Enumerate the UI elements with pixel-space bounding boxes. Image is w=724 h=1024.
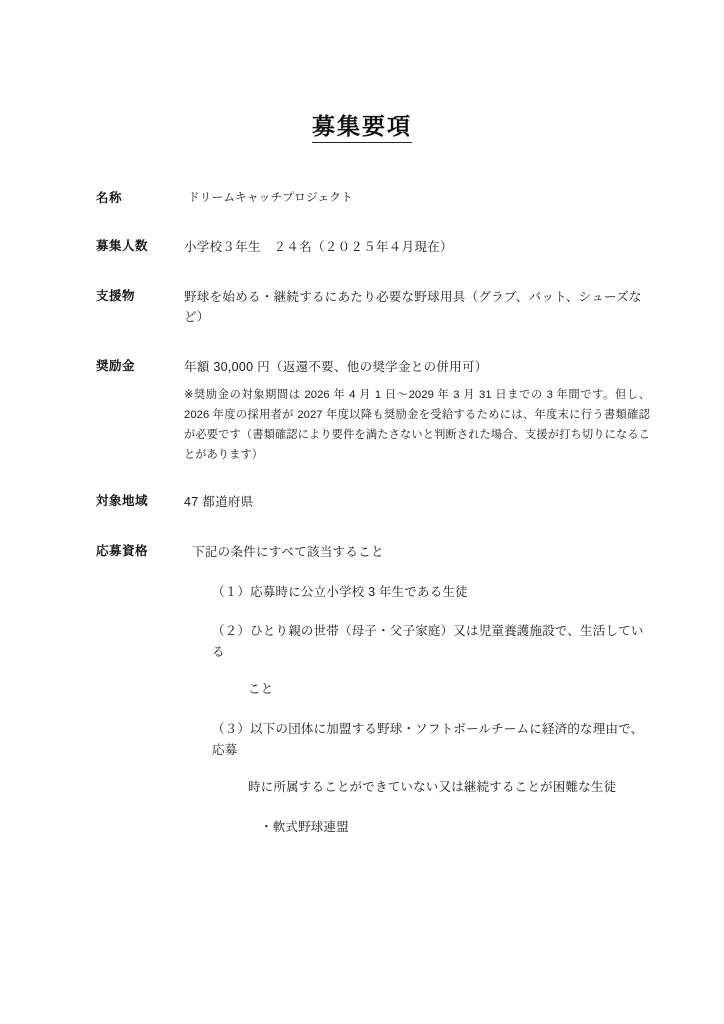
field-value-count: 小学校３年生 ２４名（２０２５年４月現在） — [184, 239, 453, 254]
list-item — [186, 621, 650, 700]
qualification-intro: 下記の条件にすべて該当すること — [192, 544, 384, 559]
field-row-count — [96, 237, 650, 257]
qualification-bullet: ・軟式野球連盟 — [260, 819, 349, 834]
field-value-region-wrap — [184, 492, 650, 512]
qualification-item-2-continuation: こと — [248, 682, 274, 697]
field-value-region: 47 都道府県 — [184, 494, 254, 509]
field-label-name: 名称 — [96, 191, 123, 205]
document-body — [0, 189, 724, 837]
qualification-item-3: （３）以下の団体に加盟する野球・ソフトボールチームに経済的な理由で、応募 — [212, 722, 644, 757]
qualification-item-2: （２）ひとり親の世帯（母子・父子家庭）又は児童養護施設で、生活している — [212, 624, 644, 659]
qualification-list — [186, 582, 650, 798]
field-label-count: 募集人数 — [96, 238, 149, 253]
field-value-name: ドリームキャッチプロジェクト — [188, 191, 353, 204]
field-value-support: 野球を始める・継続するにあたり必要な野球用具（グラブ、バット、シューズなど） — [184, 289, 642, 324]
field-label-support: 支援物 — [96, 288, 136, 303]
page-title — [0, 0, 724, 141]
page-title-text: 募集要項 — [312, 113, 412, 143]
field-row-name — [96, 189, 650, 208]
qualification-item-1: （１）応募時に公立小学校 3 年生である生徒 — [212, 584, 468, 599]
list-item — [186, 582, 650, 603]
field-note-grant: ※奨励金の対象期間は 2026 年 4 月 1 日～2029 年 3 月 31 日までの 3 年間です。但し、2026 年度の採用者が 2027 年度以降も奨励金を受給するためには、年度末に行う書類確認が必要です（書類確認により要件を満たさないと判断された場合、支援が打ち切りになることがあります） — [184, 388, 650, 461]
field-label-qualification: 応募資格 — [96, 543, 149, 558]
field-row-support — [96, 287, 650, 327]
field-row-grant — [96, 357, 650, 466]
field-value-count-wrap — [184, 237, 650, 257]
field-label-grant: 奨励金 — [96, 358, 136, 373]
list-item — [186, 719, 650, 798]
qualification-item-3-continuation: 時に所属することができていない又は継続することが困難な生徒 — [248, 780, 617, 795]
field-value-grant: 年額 30,000 円（返還不要、他の奨学金との併用可） — [184, 359, 488, 374]
field-value-grant-wrap — [184, 357, 650, 466]
field-label-region: 対象地域 — [96, 493, 149, 508]
field-value-name-wrap — [184, 189, 650, 208]
field-value-qualification-wrap — [184, 542, 650, 837]
field-value-support-wrap — [184, 287, 650, 327]
field-row-qualification — [96, 542, 650, 837]
field-row-region — [96, 492, 650, 512]
